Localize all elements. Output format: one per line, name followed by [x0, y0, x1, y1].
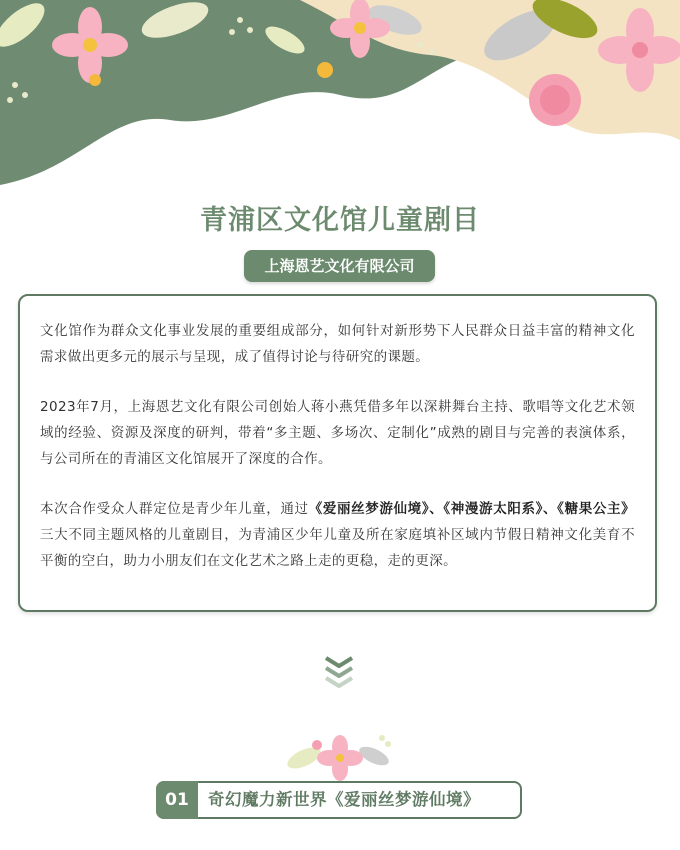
paragraph-3: [40, 496, 635, 574]
section-heading: [156, 781, 522, 819]
paragraph-2: 2023年7月，上海恩艺文化有限公司创始人蒋小燕凭借多年以深耕舞台主持、歌唱等文化艺术领域的经验、资源及深度的研判，带着“多主题、多场次、定制化”成熟的剧目与完善的表演体系，与公司所在的青浦区文化馆展开了深度的合作。: [40, 399, 635, 467]
separator: 、: [429, 501, 444, 517]
play-title-solar: 《神漫游太阳系》: [443, 501, 544, 517]
separator: 、: [543, 501, 558, 517]
paragraph-3-intro: 本次合作受众人群定位是青少年儿童，通过: [40, 501, 309, 517]
play-title-alice: 《爱丽丝梦游仙境》: [308, 501, 430, 517]
triple-chevron-down-icon: [322, 654, 356, 688]
section-number: 01: [156, 781, 198, 819]
flower-bouquet-icon: [282, 730, 397, 782]
paragraph-3-rest: 三大不同主题风格的儿童剧目，为青浦区少年儿童及所在家庭填补区域内节假日精神文化美育不平衡的空白，助力小朋友们在文化艺术之路上走的更稳，走的更深。: [40, 527, 635, 569]
company-badge: 上海恩艺文化有限公司: [244, 250, 435, 282]
article-card: [18, 294, 657, 612]
play-title-candy: 《糖果公主》: [557, 501, 636, 517]
paragraph-1: 文化馆作为群众文化事业发展的重要组成部分，如何针对新形势下人民群众日益丰富的精神文化需求做出更多元的展示与呈现，成了值得讨论与待研究的课题。: [40, 323, 635, 365]
section-title: 奇幻魔力新世界《爱丽丝梦游仙境》: [208, 790, 480, 809]
floral-banner-illustration: [0, 0, 680, 185]
page-title: 青浦区文化馆儿童剧目: [200, 205, 480, 236]
